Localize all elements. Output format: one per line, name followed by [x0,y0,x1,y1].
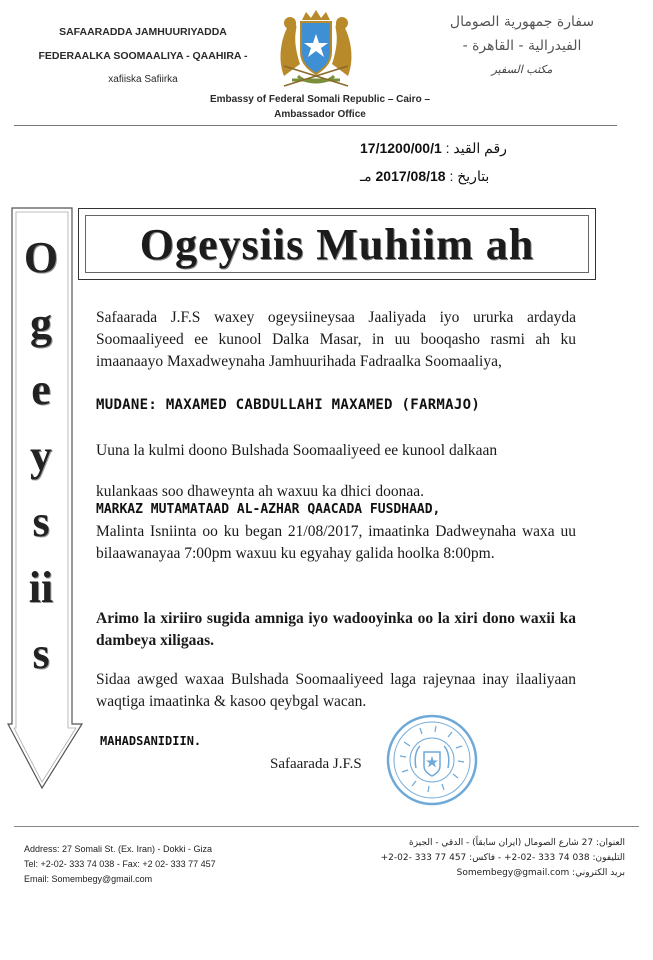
date-value: 2017/08/18 [375,168,446,184]
header-divider [14,125,617,126]
somali-coat-of-arms-emblem [270,6,362,90]
arrow-letter: s [32,497,50,546]
notice-title: Ogeysiis Muhiim ah [139,219,535,269]
letterhead-english-line1: Embassy of Federal Somali Republic – Cairo – [209,94,431,105]
arrow-letter: O [23,233,59,282]
president-name-line: MUDANE: MAXAMED CABDULLAHI MAXAMED (FARMAJO) [96,397,481,413]
closing-thanks: MAHADSANIDIIN. [100,734,202,748]
footer-tel-en: Tel: +2-02- 333 74 038 - Fax: +2 02- 333 77 457 [24,859,216,869]
vertical-arrow-banner [6,204,88,794]
footer-contact-english [24,842,324,887]
letterhead-arabic-line1: سفارة جمهورية الصومال [449,14,595,30]
paragraph-attendance-request: Sidaa awged waxaa Bulshada Soomaaliyeed laga rajeynaa inay ilaaliyaan waqtiga imaatinka & kasoo qeybgal wacan. [96,671,576,710]
title-frame [78,208,596,280]
footer-address-ar: العنوان: 27 شارع الصومال (ايران سابقاً) - الدقي - الجيزة [409,838,625,848]
paragraph-venue-intro: kulankaas soo dhaweynta ah waxuu ka dhici doonaa. [96,483,424,500]
letterhead-somali-line3: xafiiska Safiirka [108,74,178,85]
reference-label: رقم القيد : [445,140,507,156]
venue-name-line: MARKAZ MUTAMATAAD AL-AZHAR QAACADA FUSDHAAD, [96,502,441,517]
letterhead-arabic-line2: الفيدرالية - القاهرة - [462,38,582,54]
reference-block [360,134,600,190]
title-inner-frame [85,215,589,273]
footer-email-ar: بريد الكتروني: Somembegy@gmail.com [456,868,625,878]
letterhead-english-line2: Ambassador Office [274,109,366,120]
footer-divider [14,826,639,827]
paragraph-meeting: Uuna la kulmi doono Bulshada Soomaaliyeed ee kunool dalkaan [96,442,498,459]
footer-contact-arabic [325,836,625,881]
paragraph-schedule: Malinta Isniinta oo ku began 21/08/2017, imaatinka Dadweynaha waxa uu bilaawanayaa 7:00pm waxuu ku egyahay galida hoolka 8:00pm. [96,523,576,562]
letterhead-somali-line2: FEDERAALKA SOOMAALIYA - QAAHIRA - [38,50,248,62]
date-suffix: مـ [360,168,372,184]
footer-tel-ar: التليفون: 038 74 333 -02-2+ - فاكس: 457 77 333 -02-2+ [380,853,625,863]
arrow-letter: s [32,629,50,678]
arrow-letter: g [30,299,52,348]
reference-number-row [360,134,600,162]
letterhead-english [180,92,460,122]
signatory-name: Safaarada J.F.S [270,756,362,772]
paragraph-security-notice: Arimo la xiriiro sugida amniga iyo wadooyinka oo la xiri dono waxii ka dambeya xiligaas. [96,610,576,649]
letterhead-arabic-line3: مكتب السفير [491,63,553,76]
arrow-letter: y [30,431,52,480]
footer-email-en: Email: Somembegy@gmail.com [24,874,153,884]
letterhead-arabic [407,10,637,82]
arrow-letter: e [31,365,51,414]
reference-number: 17/1200/00/1 [360,140,442,156]
letterhead-somali [18,20,268,92]
paragraph-announcement: Safaarada J.F.S waxey ogeysiineysaa Jaaliyada iyo ururka ardayda Soomaaliyeed ee kunool Dalka Masar, in uu booqasho rasmi ah ku imaanaayo Maxadweynaha Jamhuurihada Fadraalka Soomaaliya, [96,309,576,370]
footer-address-en: Address: 27 Somali St. (Ex. Iran) - Dokki - Giza [24,844,213,854]
letterhead-somali-line1: SAFAARADDA JAMHUURIYADDA [59,26,227,38]
embassy-seal-stamp [384,712,480,808]
reference-date-row [360,162,600,190]
arrow-letter: ii [28,563,54,612]
date-label: بتاريخ : [449,168,490,184]
